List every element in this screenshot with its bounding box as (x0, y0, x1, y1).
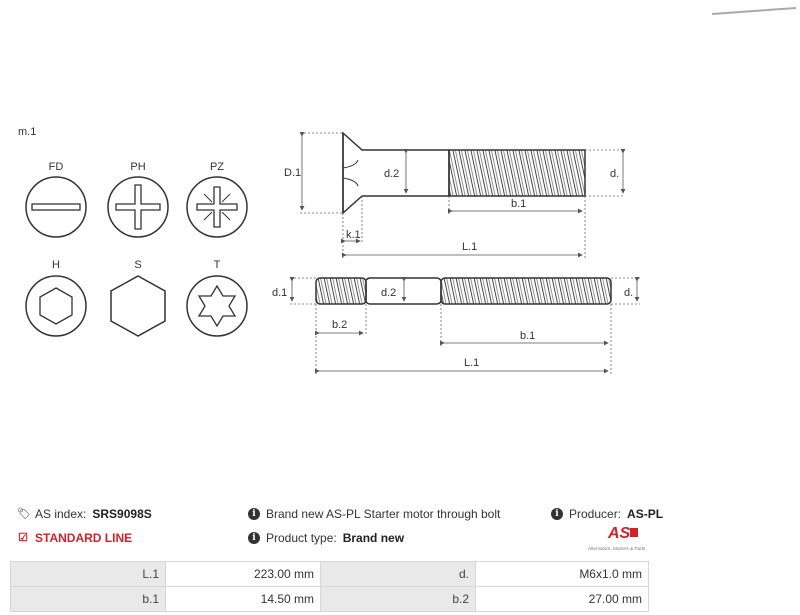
info-icon: i (551, 508, 563, 520)
svg-text:b.1: b.1 (520, 330, 536, 342)
spec-key: L.1 (11, 562, 166, 587)
product-type-value: Brand new (342, 531, 405, 545)
svg-text:k.1: k.1 (346, 229, 361, 241)
head-type-pz (187, 161, 247, 237)
info-icon: i (248, 532, 260, 544)
producer (551, 507, 663, 521)
info-icon: i (248, 508, 260, 520)
spec-value: 27.00 mm (476, 587, 649, 612)
svg-text:FD: FD (48, 161, 64, 173)
pozidriv-icon (187, 177, 247, 237)
head-type-ph (108, 161, 168, 237)
as-pl-logo (586, 522, 652, 554)
standard-line (17, 531, 132, 545)
head-section-label: m.1 (18, 126, 37, 138)
svg-text:d.: d. (610, 168, 620, 180)
as-index-value: SRS9098S (92, 507, 152, 521)
svg-text:H: H (52, 259, 60, 271)
producer-label: Producer: (569, 507, 622, 521)
svg-text:d.2: d.2 (381, 287, 397, 299)
svg-text:L.1: L.1 (464, 357, 480, 369)
decorative-stroke (712, 8, 796, 14)
svg-text:L.1: L.1 (462, 241, 478, 253)
checkbox-icon: ☑ (18, 532, 28, 544)
hex-head-icon (111, 276, 165, 336)
spec-key: d. (321, 562, 476, 587)
svg-text:S: S (134, 259, 142, 271)
svg-text:Alternators, Starters & Parts: Alternators, Starters & Parts (588, 546, 646, 551)
head-type-s (111, 259, 165, 336)
product-type (248, 531, 404, 545)
head-type-t (187, 259, 247, 336)
head-type-h (26, 259, 86, 336)
svg-text:b.1: b.1 (511, 198, 527, 210)
spec-value: 223.00 mm (166, 562, 321, 587)
table-row (11, 562, 649, 587)
flat-slot-icon (26, 177, 86, 237)
phillips-icon (108, 177, 168, 237)
countersunk-bolt-drawing (284, 133, 625, 258)
spec-key: b.1 (11, 587, 166, 612)
head-type-fd (26, 161, 86, 237)
hex-socket-icon (26, 276, 86, 336)
as-index (17, 507, 152, 521)
as-index-label: AS index: (35, 507, 87, 521)
spec-value: M6x1.0 mm (476, 562, 649, 587)
table-row (11, 587, 649, 612)
description (248, 507, 500, 521)
standard-line-label: STANDARD LINE (35, 531, 133, 545)
svg-text:PH: PH (130, 161, 146, 173)
svg-text:d.1: d.1 (272, 287, 288, 299)
svg-text:T: T (213, 259, 221, 271)
product-type-label: Product type: (266, 531, 337, 545)
svg-text:D.1: D.1 (284, 167, 302, 179)
stud-bolt-drawing (272, 278, 640, 374)
spec-value: 14.50 mm (166, 587, 321, 612)
svg-text:AS: AS (608, 525, 631, 542)
svg-text:b.2: b.2 (332, 319, 348, 331)
svg-text:d.2: d.2 (384, 168, 400, 180)
description-text: Brand new AS-PL Starter motor through bolt (266, 507, 501, 521)
svg-text:PZ: PZ (209, 161, 225, 173)
specs-table (10, 561, 649, 612)
spec-key: b.2 (321, 587, 476, 612)
tags-icon: 🏷︎ (17, 508, 31, 520)
producer-value: AS-PL (627, 507, 664, 521)
svg-text:d.: d. (624, 287, 634, 299)
